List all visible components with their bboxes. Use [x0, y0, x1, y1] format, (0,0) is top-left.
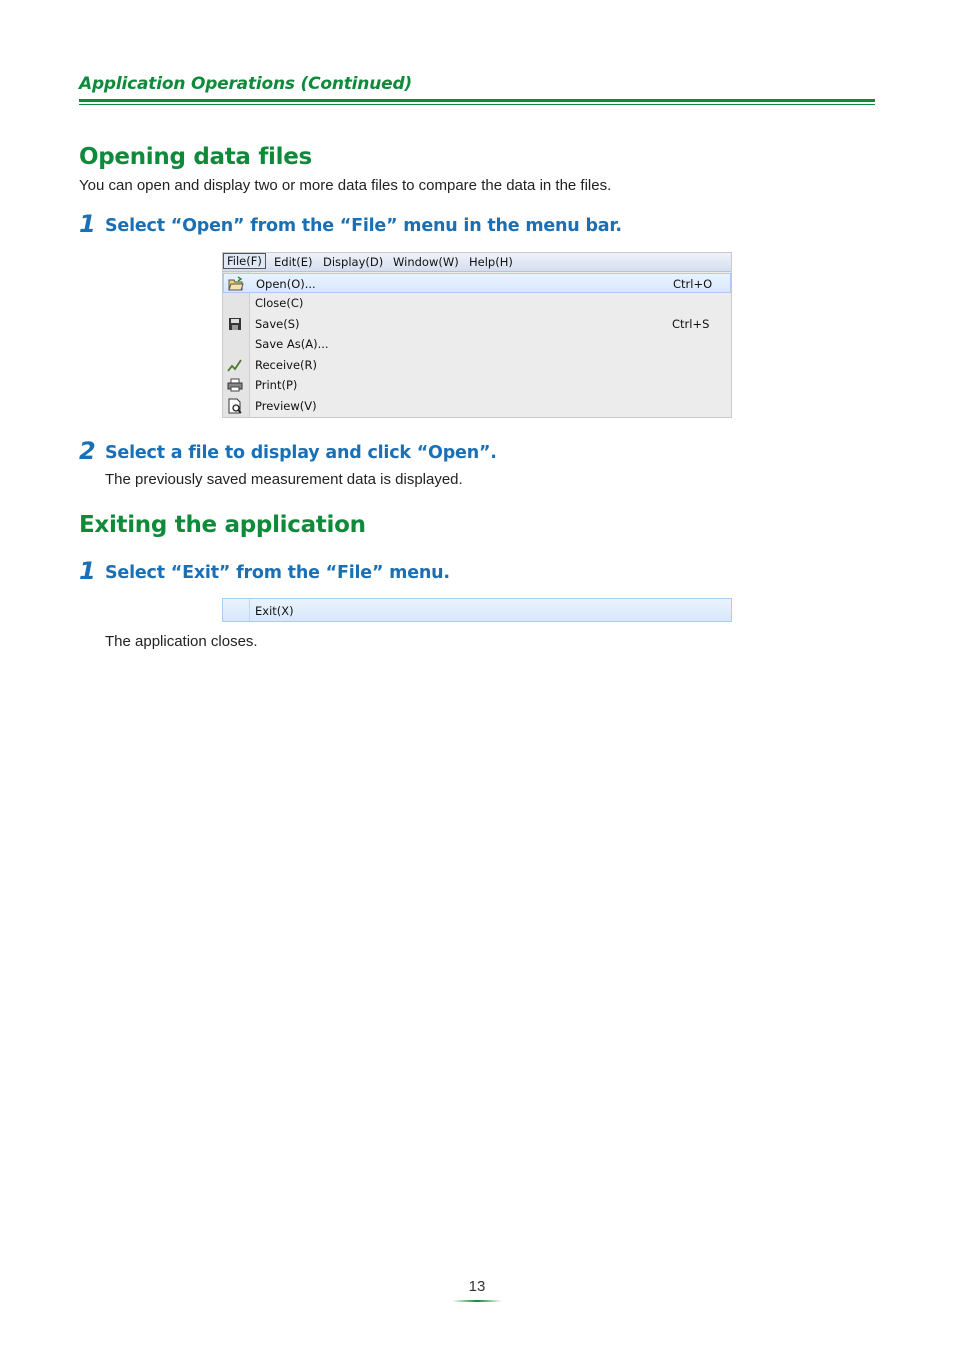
menu-edit[interactable]: Edit(E): [274, 255, 313, 269]
menu-item-preview[interactable]: [223, 396, 731, 416]
menu-item-label: Open(O)...: [256, 277, 316, 291]
preview-icon: [227, 398, 243, 414]
section-intro: You can open and display two or more data files to compare the data in the files.: [79, 177, 612, 194]
step-number: 1: [79, 210, 96, 238]
menu-item-shortcut: Ctrl+S: [672, 317, 710, 331]
menu-item-close[interactable]: [223, 293, 731, 313]
header-rule: [79, 99, 875, 102]
menu-bar: [223, 253, 731, 272]
step-number: 2: [79, 437, 96, 465]
menu-help[interactable]: Help(H): [469, 255, 513, 269]
menu-window[interactable]: Window(W): [393, 255, 459, 269]
menu-item-label: Print(P): [255, 378, 298, 392]
step-detail: The application closes.: [105, 633, 258, 650]
menu-item-label: Exit(X): [255, 604, 294, 618]
menu-icon-gutter: [223, 599, 250, 621]
page-number: 13: [468, 1278, 486, 1295]
printer-icon: [227, 377, 243, 393]
page-number-underline: [452, 1300, 502, 1302]
menu-item-label: Receive(R): [255, 358, 317, 372]
menu-item-print[interactable]: [223, 375, 731, 395]
receive-graph-icon: [227, 357, 243, 373]
file-menu-screenshot: [222, 252, 732, 418]
running-header: Application Operations (Continued): [79, 74, 412, 94]
menu-file[interactable]: File(F): [223, 253, 266, 269]
menu-item-receive[interactable]: [223, 355, 731, 375]
menu-item-label: Save(S): [255, 317, 300, 331]
step-instruction: Select “Open” from the “File” menu in the menu bar.: [105, 216, 622, 236]
menu-item-save-as[interactable]: [223, 334, 731, 354]
menu-item-label: Close(C): [255, 296, 304, 310]
menu-item-label: Save As(A)...: [255, 337, 329, 351]
menu-item-save[interactable]: [223, 314, 731, 334]
section-title-exiting: Exiting the application: [79, 512, 366, 538]
menu-item-open[interactable]: [223, 273, 731, 293]
step-detail: The previously saved measurement data is displayed.: [105, 471, 463, 488]
menu-item-label: Preview(V): [255, 399, 317, 413]
menu-item-shortcut: Ctrl+O: [673, 277, 713, 291]
header-rule-thin: [79, 104, 875, 105]
step-number: 1: [79, 557, 96, 585]
menu-item-exit[interactable]: [222, 598, 732, 622]
section-title-opening: Opening data files: [79, 144, 312, 170]
step-instruction: Select a file to display and click “Open”.: [105, 443, 497, 463]
save-disk-icon: [227, 316, 243, 332]
menu-display[interactable]: Display(D): [323, 255, 384, 269]
open-folder-icon: [228, 276, 244, 292]
step-instruction: Select “Exit” from the “File” menu.: [105, 563, 450, 583]
